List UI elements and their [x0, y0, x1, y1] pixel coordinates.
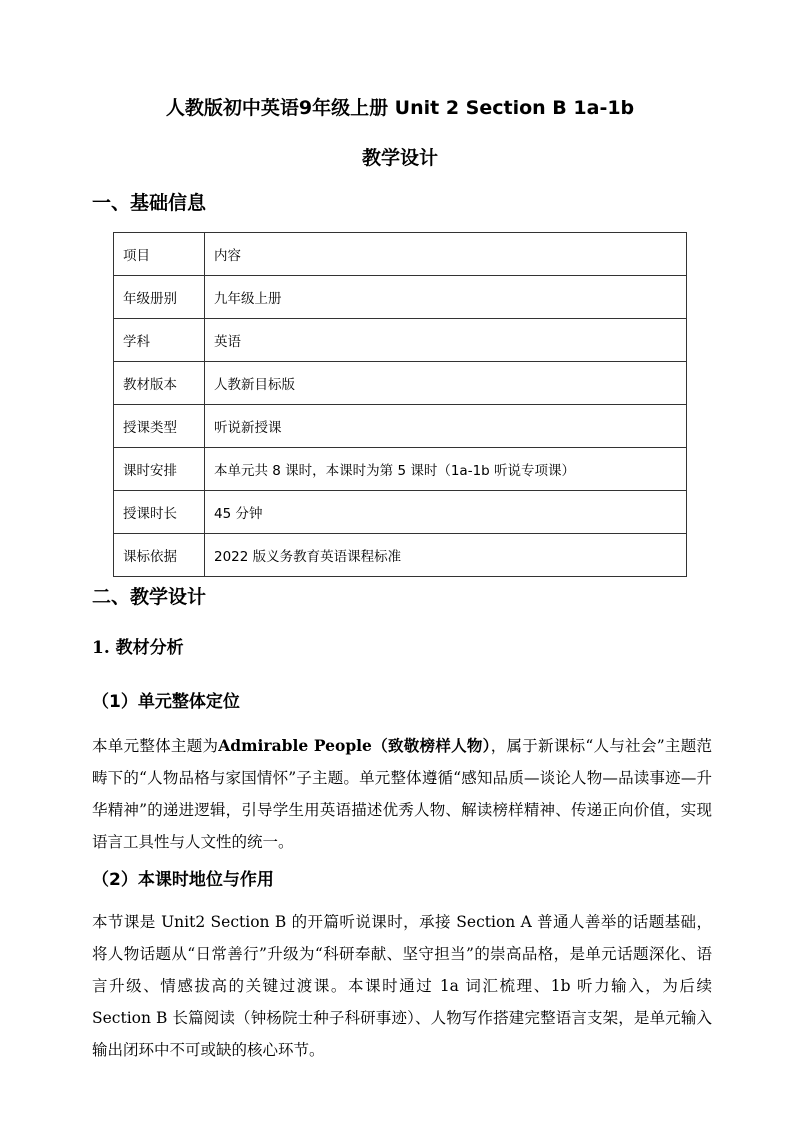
section-heading-basic-info: 一、基础信息 [92, 192, 207, 214]
table-cell-label: 课标依据 [114, 534, 205, 577]
table-row [114, 491, 687, 534]
table-cell-value: 英语 [205, 319, 687, 362]
document-title: 人教版初中英语9年级上册 Unit 2 Section B 1a-1b [165, 97, 635, 119]
table-cell-value: 人教新目标版 [205, 362, 687, 405]
table-header-row [114, 233, 687, 276]
table-row [114, 534, 687, 577]
document-subtitle: 教学设计 [361, 147, 438, 169]
table-row [114, 319, 687, 362]
part-heading-unit-positioning: （1）单元整体定位 [92, 692, 240, 712]
table-row [114, 405, 687, 448]
table-row [114, 362, 687, 405]
table-header-cell: 内容 [205, 233, 687, 276]
table-cell-label: 学科 [114, 319, 205, 362]
paragraph-unit-positioning [92, 730, 712, 858]
part-heading-lesson-role: （2）本课时地位与作用 [92, 870, 274, 890]
paragraph-text: ，属于新课标“人与社会”主题范畴下的“人物品格与家国情怀”子主题。单元整体遵循“感知品质—谈论人物—品读事迹—升华精神”的递进逻辑，引导学生用英语描述优秀人物、解读榜样精神、传递正向价值，实现语言工具性与人文性的统一。 [92, 737, 712, 851]
basic-info-table [113, 232, 687, 577]
table-row [114, 448, 687, 491]
paragraph-text: 本单元整体主题为 [92, 737, 219, 755]
table-cell-label: 授课类型 [114, 405, 205, 448]
subsection-heading-material-analysis: 1. 教材分析 [92, 638, 184, 658]
unit-theme-bold: Admirable People（致敬榜样人物） [218, 736, 491, 755]
table-cell-value: 本单元共 8 课时，本课时为第 5 课时（1a-1b 听说专项课） [205, 448, 687, 491]
table-cell-value: 九年级上册 [205, 276, 687, 319]
table-cell-value: 2022 版义务教育英语课程标准 [205, 534, 687, 577]
table-cell-value: 45 分钟 [205, 491, 687, 534]
table-cell-label: 授课时长 [114, 491, 205, 534]
paragraph-lesson-role: 本节课是 Unit2 Section B 的开篇听说课时，承接 Section A 普通人善举的话题基础，将人物话题从“日常善行”升级为“科研奉献、坚守担当”的崇高品格，是单元话题深化、语言升级、情感拔高的关键过渡课。本课时通过 1a 词汇梳理、1b 听力输入，为后续 Section B 长篇阅读（钟杨院士种子科研事迹）、人物写作搭建完整语言支架，是单元输入输出闭环中不可或缺的核心环节。 [92, 913, 712, 1059]
table-cell-value: 听说新授课 [205, 405, 687, 448]
table-cell-label: 教材版本 [114, 362, 205, 405]
table-cell-label: 年级册别 [114, 276, 205, 319]
table-row [114, 276, 687, 319]
table-cell-label: 课时安排 [114, 448, 205, 491]
table-header-cell: 项目 [114, 233, 205, 276]
section-heading-teaching-design: 二、教学设计 [92, 586, 207, 608]
